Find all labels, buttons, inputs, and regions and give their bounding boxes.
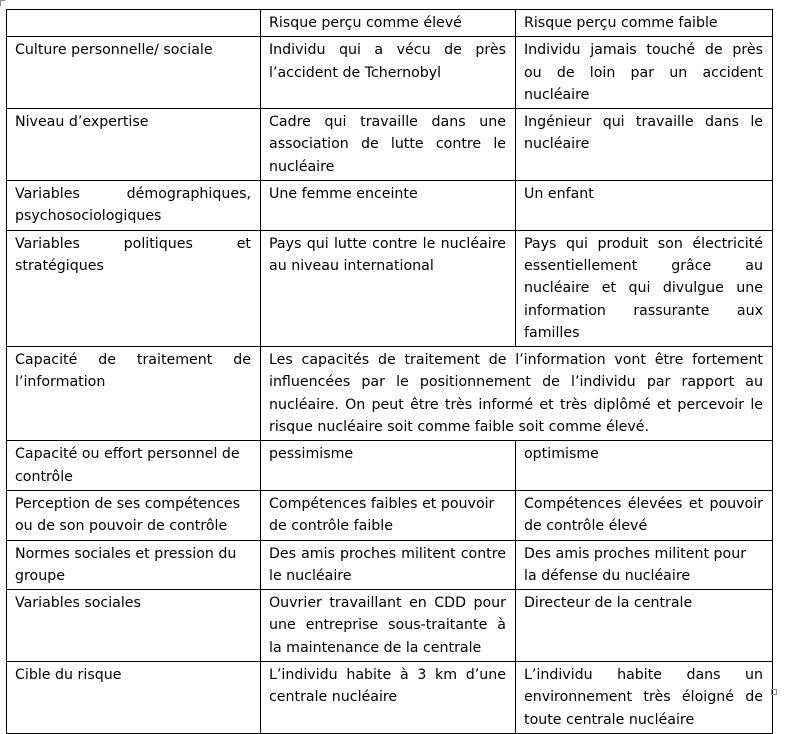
low-risk-cell: Ingénieur qui travaille dans le nucléaire bbox=[516, 109, 773, 181]
table-row bbox=[7, 230, 773, 346]
factor-cell: Perception de ses compétences ou de son pouvoir de contrôle bbox=[7, 490, 261, 540]
merged-cell: Les capacités de traitement de l’information vont être fortement influencées par le positionnement de l’individu par rapport au nucléaire. On peut être très informé et très diplômé et percevoir le risque nucléaire soit comme faible soit comme élevé. bbox=[261, 347, 773, 441]
table-row bbox=[7, 490, 773, 540]
high-risk-cell: Ouvrier travaillant en CDD pour une entreprise sous-traitante à la maintenance de la centrale bbox=[261, 590, 516, 662]
low-risk-cell: L’individu habite dans un environnement très éloigné de toute centrale nucléaire bbox=[516, 662, 773, 734]
table-row bbox=[7, 181, 773, 231]
low-risk-cell: Directeur de la centrale bbox=[516, 590, 773, 662]
table-row bbox=[7, 109, 773, 181]
factor-cell: Niveau d’expertise bbox=[7, 109, 261, 181]
low-risk-cell: Un enfant bbox=[516, 181, 773, 231]
factor-cell: Cible du risque bbox=[7, 662, 261, 734]
high-risk-cell: L’individu habite à 3 km d’une centrale nucléaire bbox=[261, 662, 516, 734]
table-row bbox=[7, 37, 773, 109]
high-risk-cell: Des amis proches militent contre le nucléaire bbox=[261, 540, 516, 590]
header-low-risk: Risque perçu comme faible bbox=[516, 10, 773, 37]
low-risk-cell: Pays qui produit son électricité essentiellement grâce au nucléaire et qui divulgue une information rassurante aux familles bbox=[516, 230, 773, 346]
low-risk-cell: Des amis proches militent pour la défense du nucléaire bbox=[516, 540, 773, 590]
table-row bbox=[7, 590, 773, 662]
factor-cell: Culture personnelle/ sociale bbox=[7, 37, 261, 109]
factor-cell: Capacité ou effort personnel de contrôle bbox=[7, 441, 261, 491]
high-risk-cell: Individu qui a vécu de près l’accident de Tchernobyl bbox=[261, 37, 516, 109]
high-risk-cell: Cadre qui travaille dans une association de lutte contre le nucléaire bbox=[261, 109, 516, 181]
high-risk-cell: Une femme enceinte bbox=[261, 181, 516, 231]
high-risk-cell: Compétences faibles et pouvoir de contrôle faible bbox=[261, 490, 516, 540]
header-corner-cell bbox=[7, 10, 261, 37]
low-risk-cell: Individu jamais touché de près ou de loin par un accident nucléaire bbox=[516, 37, 773, 109]
factor-cell: Variables politiques et stratégiques bbox=[7, 230, 261, 346]
table-row bbox=[7, 662, 773, 734]
high-risk-cell: pessimisme bbox=[261, 441, 516, 491]
risk-perception-table bbox=[6, 9, 773, 734]
factor-cell: Normes sociales et pression du groupe bbox=[7, 540, 261, 590]
table-header-row bbox=[7, 10, 773, 37]
table-resize-handle bbox=[771, 689, 777, 695]
table-row bbox=[7, 347, 773, 441]
table-row bbox=[7, 441, 773, 491]
factor-cell: Capacité de traitement de l’information bbox=[7, 347, 261, 441]
table-row bbox=[7, 540, 773, 590]
factor-cell: Variables démographiques, psychosociologiques bbox=[7, 181, 261, 231]
low-risk-cell: optimisme bbox=[516, 441, 773, 491]
header-high-risk: Risque perçu comme élevé bbox=[261, 10, 516, 37]
high-risk-cell: Pays qui lutte contre le nucléaire au niveau international bbox=[261, 230, 516, 346]
table-move-handle bbox=[0, 0, 5, 6]
factor-cell: Variables sociales bbox=[7, 590, 261, 662]
low-risk-cell: Compétences élevées et pouvoir de contrôle élevé bbox=[516, 490, 773, 540]
